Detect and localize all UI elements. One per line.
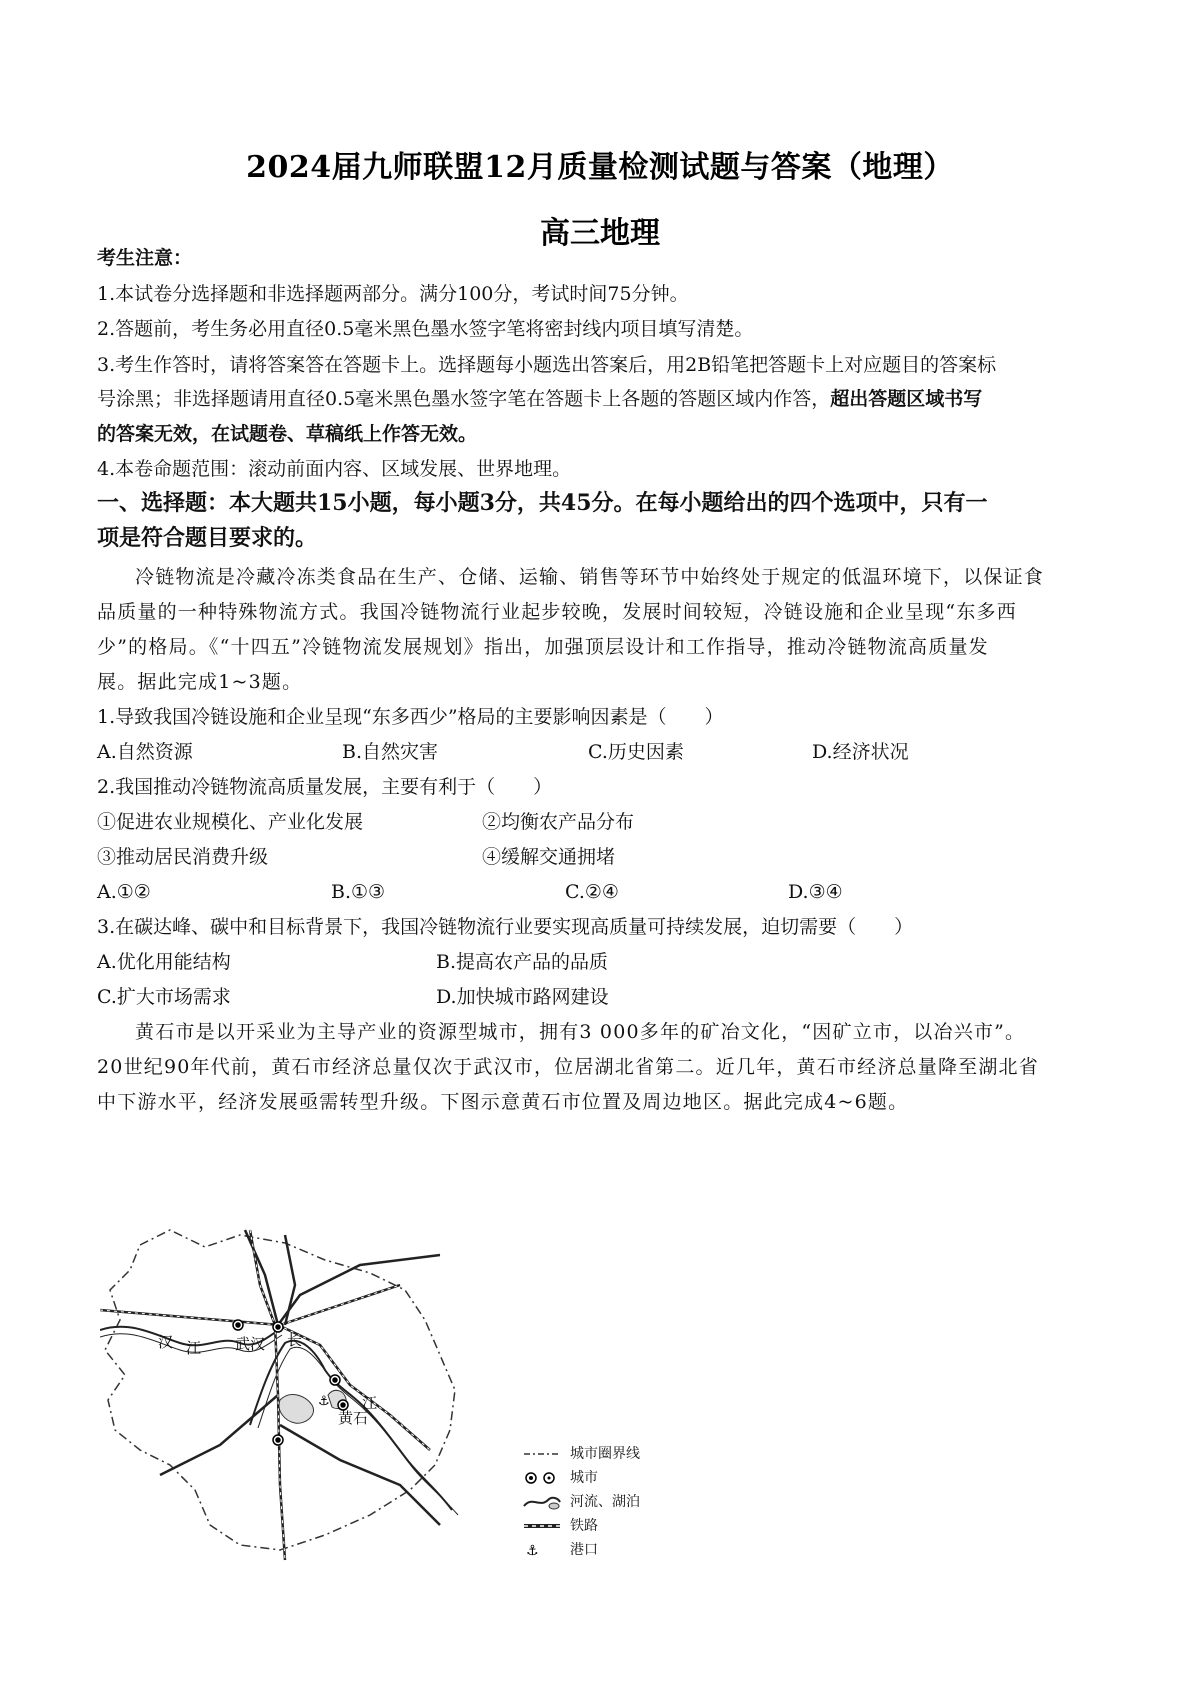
- map-label-han-1: 汉: [158, 1333, 174, 1351]
- notice-item-3-bold: 超出答题区域书写: [830, 388, 983, 410]
- city-icon: [522, 1468, 562, 1488]
- yangtze-river-bank: [258, 1347, 458, 1515]
- svg-text:⚓: ⚓: [526, 1543, 539, 1559]
- q2-item-4: ④缓解交通拥堵: [482, 846, 616, 868]
- legend-label-river: 河流、湖泊: [570, 1494, 640, 1510]
- section-heading-line1: 一、选择题：本大题共15小题，每小题3分，共45分。在每小题给出的四个选项中，只有一: [97, 490, 988, 516]
- notice-item-3-bold-end: 的答案无效，在试题卷、草稿纸上作答无效。: [97, 423, 478, 445]
- boundary-line-icon: [522, 1444, 562, 1464]
- river-lake-icon: [522, 1492, 562, 1512]
- q2-option-b: B.①③: [331, 881, 386, 903]
- notice-item-2: 2.答题前，考生务必用直径0.5毫米黑色墨水签字笔将密封线内项目填写清楚。: [97, 318, 754, 340]
- q2-item-2: ②均衡农产品分布: [482, 811, 635, 833]
- map-label-han-2: 江: [186, 1339, 202, 1357]
- port-anchor-icon: [522, 1540, 562, 1560]
- notice-item-1: 1.本试卷分选择题和非选择题两部分。满分100分，考试时间75分钟。: [97, 283, 689, 305]
- map-label-chang: 长: [287, 1331, 303, 1349]
- q3-option-a: A.优化用能结构: [97, 951, 231, 973]
- port-icon: ⚓: [318, 1394, 330, 1409]
- map-label-huangshi: 黄石: [338, 1409, 369, 1427]
- q2-option-a: A.①②: [97, 881, 151, 903]
- q2-item-1: ①促进农业规模化、产业化发展: [97, 811, 364, 833]
- railway-icon: [522, 1516, 562, 1536]
- q2-item-3: ③推动居民消费升级: [97, 846, 269, 868]
- document-subtitle: 高三地理: [540, 216, 660, 251]
- document-title: 2024届九师联盟12月质量检测试题与答案（地理）: [246, 150, 954, 185]
- passage1-line3: 少”的格局。《“十四五”冷链物流发展规划》指出，加强顶层设计和工作指导，推动冷链物流高质量发: [97, 636, 989, 658]
- q3-option-d: D.加快城市路网建设: [436, 986, 609, 1008]
- passage1-line1: 冷链物流是冷藏冷冻类食品在生产、仓储、运输、销售等环节中始终处于规定的低温环境下，以保证食: [135, 566, 1045, 588]
- legend-label-railway: 铁路: [570, 1518, 598, 1534]
- q2-option-d: D.③④: [788, 881, 843, 903]
- q3-option-b: B.提高农产品的品质: [436, 951, 609, 973]
- section-heading-line2: 项是符合题目要求的。: [97, 525, 318, 551]
- q2-option-c: C.②④: [565, 881, 619, 903]
- railways: [100, 1230, 440, 1560]
- passage1-line2: 品质量的一种特殊物流方式。我国冷链物流行业起步较晚，发展时间较短，冷链设施和企业呈现“东多西: [97, 601, 1017, 623]
- q1-option-d: D.经济状况: [812, 741, 909, 763]
- passage2-line1: 黄石市是以开采业为主导产业的资源型城市，拥有3 000多年的矿冶文化，“因矿立市，以冶兴市”。: [135, 1021, 1026, 1043]
- notice-heading: 考生注意：: [97, 247, 193, 269]
- q1-option-c: C.历史因素: [588, 741, 684, 763]
- notice-item-3-text: 号涂黑；非选择题请用直径0.5毫米黑色墨水签字笔在答题卡上各题的答题区域内作答，: [97, 388, 831, 410]
- huangshi-location-map: [100, 1225, 500, 1565]
- legend-label-boundary: 城市圈界线: [570, 1446, 640, 1462]
- passage1-line4: 展。据此完成1~3题。: [97, 671, 303, 693]
- q3-option-c: C.扩大市场需求: [97, 986, 231, 1008]
- q1-stem: 1.导致我国冷链设施和企业呈现“东多西少”格局的主要影响因素是（ ）: [97, 706, 724, 728]
- map-label-wuhan: 武汉: [235, 1335, 266, 1353]
- notice-item-3: 3.考生作答时，请将答案答在答题卡上。选择题每小题选出答案后，用2B铅笔把答题卡上对应题目的答案标: [97, 354, 997, 376]
- q1-option-a: A.自然资源: [97, 741, 193, 763]
- legend-label-city: 城市: [570, 1470, 598, 1486]
- q1-option-b: B.自然灾害: [342, 741, 439, 763]
- q3-stem: 3.在碳达峰、碳中和目标背景下，我国冷链物流行业要实现高质量可持续发展，迫切需要（ ）: [97, 916, 914, 938]
- passage2-line2: 20世纪90年代前，黄石市经济总量仅次于武汉市，位居湖北省第二。近几年，黄石市经济总量降至湖北省: [97, 1056, 1039, 1078]
- notice-item-4: 4.本卷命题范围：滚动前面内容、区域发展、世界地理。: [97, 458, 572, 480]
- map-label-jiang: 江: [362, 1394, 378, 1412]
- lake: [279, 1395, 313, 1424]
- q2-stem: 2.我国推动冷链物流高质量发展，主要有利于（ ）: [97, 776, 553, 798]
- passage2-line3: 中下游水平，经济发展亟需转型升级。下图示意黄石市位置及周边地区。据此完成4~6题。: [97, 1091, 909, 1113]
- notice-item-3-cont: [97, 386, 1107, 412]
- legend-label-port: 港口: [570, 1542, 598, 1558]
